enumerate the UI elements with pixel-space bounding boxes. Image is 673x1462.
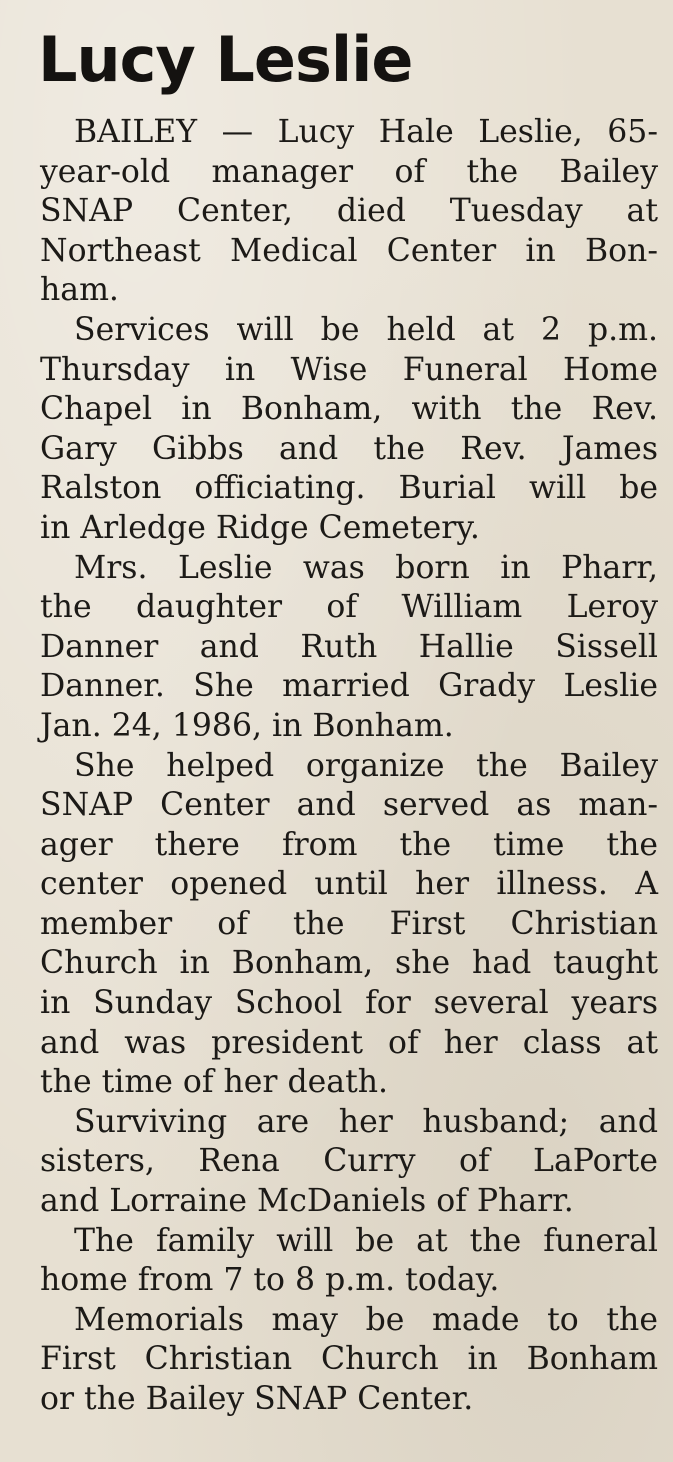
paragraph-line: Gary Gibbs and the Rev. James — [40, 430, 658, 467]
paragraph-line: and Lorraine McDaniels of Pharr. — [40, 1183, 574, 1220]
paragraph-line: Ralston officiating. Burial will be — [40, 470, 658, 507]
paragraph-line: Surviving are her husband; and — [74, 1103, 658, 1140]
obituary-paragraph — [40, 1301, 658, 1420]
paragraph-line: First Christian Church in Bonham — [40, 1341, 658, 1378]
paragraph-line: ham. — [40, 272, 119, 309]
paragraph-line: Danner. She married Grady Leslie — [40, 668, 658, 705]
paragraph-line: sisters, Rena Curry of LaPorte — [40, 1143, 658, 1180]
paragraph-line: Thursday in Wise Funeral Home — [40, 351, 658, 388]
paragraph-line: the time of her death. — [40, 1064, 389, 1101]
obituary-headline: Lucy Leslie — [38, 23, 413, 96]
paragraph-line: center opened until her illness. A — [40, 866, 658, 903]
paragraph-line: in Arledge Ridge Cemetery. — [40, 509, 480, 546]
paragraph-line: Services will be held at 2 p.m. — [74, 311, 658, 348]
paragraph-line: She helped organize the Bailey — [74, 747, 658, 784]
paragraph-line: in Sunday School for several years — [40, 985, 658, 1022]
paragraph-line: and was president of her class at — [40, 1024, 658, 1061]
paragraph-line: Danner and Ruth Hallie Sissell — [40, 628, 658, 665]
paragraph-line: Mrs. Leslie was born in Pharr, — [74, 549, 658, 586]
paragraph-line: Northeast Medical Center in Bon- — [40, 232, 658, 269]
obituary-body — [40, 113, 658, 1420]
paragraph-line: The family will be at the funeral — [74, 1222, 658, 1259]
obituary-paragraph — [40, 113, 658, 311]
paragraph-line: home from 7 to 8 p.m. today. — [40, 1262, 500, 1299]
obituary-paragraph — [40, 549, 658, 747]
paragraph-line: Memorials may be made to the — [74, 1301, 658, 1338]
obituary-paragraph — [40, 311, 658, 549]
paragraph-line: ager there from the time the — [40, 826, 658, 863]
paragraph-line: BAILEY — Lucy Hale Leslie, 65- — [74, 114, 658, 150]
obituary-paragraph — [40, 1222, 658, 1301]
paragraph-line: year-old manager of the Bailey — [40, 153, 658, 190]
paragraph-line: the daughter of William Leroy — [40, 589, 658, 626]
paragraph-line: SNAP Center, died Tuesday at — [40, 193, 658, 230]
paragraph-line: member of the First Christian — [40, 905, 658, 942]
obituary-paragraph — [40, 747, 658, 1103]
paragraph-line: SNAP Center and served as man- — [40, 787, 658, 824]
paragraph-line: Chapel in Bonham, with the Rev. — [40, 391, 658, 428]
paragraph-line: Jan. 24, 1986, in Bonham. — [40, 707, 454, 744]
obituary-paragraph — [40, 1103, 658, 1222]
paragraph-line: or the Bailey SNAP Center. — [40, 1381, 474, 1417]
paragraph-line: Church in Bonham, she had taught — [40, 945, 658, 982]
